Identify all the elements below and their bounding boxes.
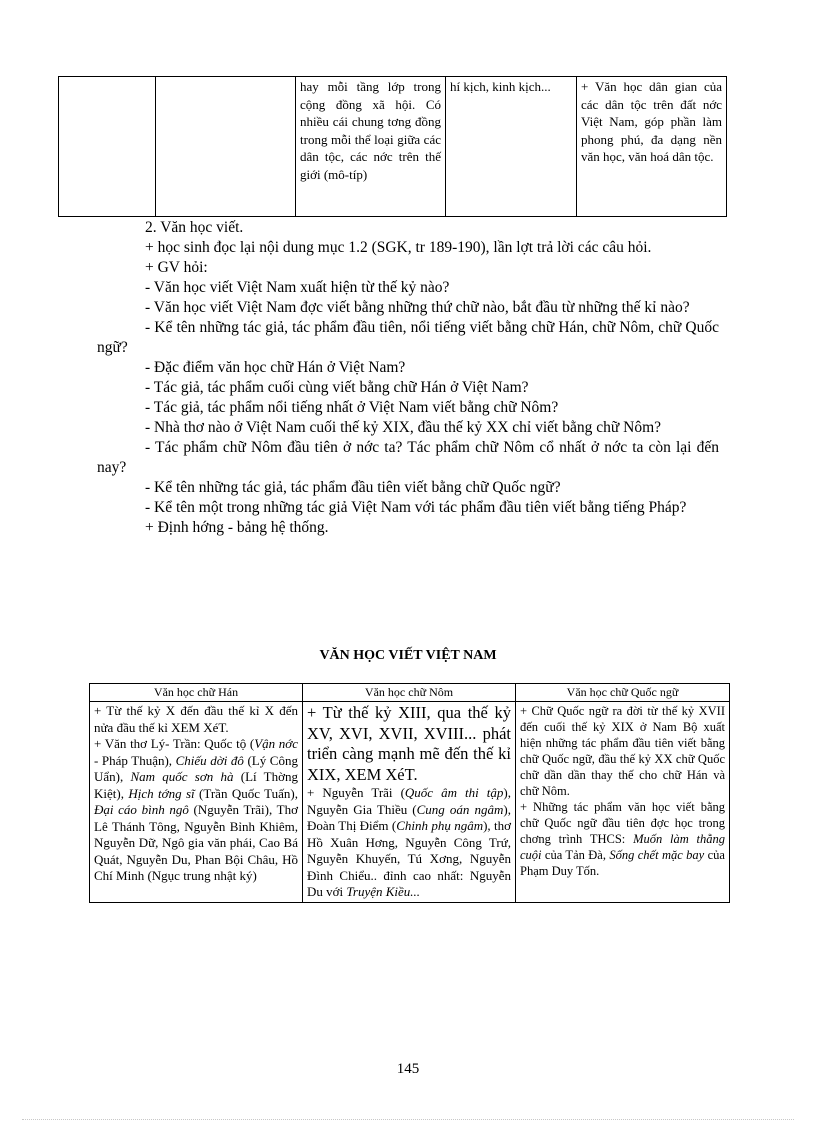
nom-text: ), Nguyễn Gia Thiều ( bbox=[307, 785, 511, 817]
qn-text: + Những tác phẩm văn học viết bằng chữ Quốc ngữ đầu tiên đợc học trong chơng trình THCS: bbox=[520, 800, 725, 846]
nom-works bbox=[307, 785, 511, 901]
han-works bbox=[94, 736, 298, 885]
cell-han-literature bbox=[90, 702, 303, 903]
header-han: Văn học chữ Hán bbox=[90, 684, 303, 702]
han-work-title: Nam quốc sơn hà bbox=[130, 769, 234, 784]
nom-work-title: Chinh phụ ngâm bbox=[396, 818, 484, 833]
question-7: - Nhà thơ nào ở Việt Nam cuối thế kỷ XIX, đầu thế kỷ XX chỉ viết bằng chữ Nôm? bbox=[145, 419, 662, 436]
page-bottom-rule bbox=[22, 1119, 794, 1120]
nom-text: ), thơ Hồ Xuân Hơng, Nguyễn Công Trứ, Nguyễn Khuyến, Tú Xơng, Nguyễn Đình Chiểu.. đỉnh cao nhất: Nguyễn Du với bbox=[307, 818, 511, 899]
han-work-title: Hịch tớng sĩ bbox=[128, 785, 195, 801]
cell-quoc-ngu-literature bbox=[516, 702, 730, 903]
page-number: 145 bbox=[396, 1061, 420, 1077]
han-text: Pháp Thuận), bbox=[101, 752, 176, 768]
question-9: - Kể tên những tác giả, tác phẩm đầu tiên viết bằng chữ Quốc ngữ? bbox=[145, 479, 561, 496]
nom-period: + Từ thế kỷ XIII, qua thế kỷ XV, XVI, XVII, XVIII... phát triển càng mạnh mẽ đến thế kỉ XIX, XEM XéT. bbox=[307, 703, 511, 784]
nom-text: ), Đoàn Thị Điểm ( bbox=[307, 801, 511, 833]
han-text: (Trần Quốc Tuấn), bbox=[194, 785, 298, 801]
nom-text: + Nguyễn Trãi ( bbox=[307, 785, 405, 800]
teacher-asks: + GV hỏi: bbox=[145, 259, 208, 276]
han-period: + Từ thế kỷ X đến đầu thế kỉ X đến nửa đầu thế kỉ XEM XéT. bbox=[94, 703, 298, 735]
continuation-table bbox=[58, 76, 727, 217]
header-nom: Văn học chữ Nôm bbox=[303, 684, 516, 702]
header-quoc-ngu: Văn học chữ Quốc ngữ bbox=[516, 684, 730, 702]
han-text: (Lí Thờng Kiệt), bbox=[94, 769, 298, 801]
table-cell-empty-2 bbox=[156, 77, 296, 217]
table-cell-folk-literature: + Văn học dân gian của các dân tộc trên đất nớc Việt Nam, góp phần làm phong phú, đa dạng nền văn học, văn hoá dân tộc. bbox=[577, 77, 727, 217]
cell-nom-literature bbox=[303, 702, 516, 903]
question-8: - Tác phẩm chữ Nôm đầu tiên ở nớc ta? Tác phẩm chữ Nôm cổ nhất ở nớc ta còn lại đến nay? bbox=[97, 439, 719, 476]
nom-work-title: Cung oán ngâm bbox=[416, 801, 504, 817]
question-10: - Kể tên một trong những tác giả Việt Nam với tác phẩm đầu tiên viết bằng tiếng Pháp? bbox=[145, 499, 687, 516]
nom-work-title: Quốc âm thi tập bbox=[404, 785, 504, 800]
section-title: VĂN HỌC VIẾT VIỆT NAM bbox=[319, 648, 497, 663]
qn-text: của Phạm Duy Tốn. bbox=[520, 848, 725, 878]
han-text: (Nguyễn Trãi), Thơ Lê Thánh Tông, Nguyễn Bỉnh Khiêm, Nguyễn Dữ, Ngô gia văn phái, Cao Bá Quát, Nguyễn Du, Phan Bội Châu, Hồ Chí Minh (Ngục trung nhật ký) bbox=[94, 802, 298, 883]
qn-work-title: Sống chết mặc bay bbox=[609, 848, 705, 862]
table-cell-drama: hí kịch, kinh kịch... bbox=[446, 77, 577, 217]
question-4: - Đặc điểm văn học chữ Hán ở Việt Nam? bbox=[145, 359, 406, 376]
written-literature-table bbox=[89, 683, 730, 903]
question-5: - Tác giả, tác phẩm cuối cùng viết bằng chữ Hán ở Việt Nam? bbox=[145, 379, 529, 396]
instruction-line: + học sinh đọc lại nội dung mục 1.2 (SGK, tr 189-190), lần lợt trả lời các câu hỏi. bbox=[145, 239, 652, 256]
nom-work-title: Truyện Kiều... bbox=[346, 884, 421, 899]
body-text bbox=[97, 218, 719, 538]
han-text: (Lý Công Uẩn), bbox=[94, 752, 298, 784]
question-3: - Kể tên những tác giả, tác phẩm đầu tiên, nổi tiếng viết bằng chữ Hán, chữ Nôm, chữ Quốc ngữ? bbox=[97, 319, 719, 356]
qn-works bbox=[520, 799, 725, 879]
qn-work-title: Muốn làm thằng cuội bbox=[520, 832, 726, 862]
table-header-row bbox=[90, 684, 730, 702]
han-work-title: Vận nớc - bbox=[94, 736, 298, 768]
question-1: - Văn học viết Việt Nam xuất hiện từ thế kỷ nào? bbox=[145, 279, 450, 296]
question-6: - Tác giả, tác phẩm nổi tiếng nhất ở Việt Nam viết bằng chữ Nôm? bbox=[145, 399, 559, 416]
qn-period: + Chữ Quốc ngữ ra đời từ thế kỷ XVII đến cuối thế kỷ XIX ở Nam Bộ xuất hiện những tác phẩm đầu tiên viết bằng chữ Quốc ngữ, đầu thế kỷ XX chữ Quốc chữ dần dần thay thế cho chữ Hán và chữ Nôm. bbox=[520, 704, 725, 798]
table-row bbox=[59, 77, 727, 217]
table-cell-common-motifs: hay mỗi tầng lớp trong cộng đồng xã hội. Có nhiều cái chung tơng đồng trong mỗi thể loại giữa các dân tộc, các nớc trên thế giới (mô-típ) bbox=[296, 77, 446, 217]
subheading-written-literature: 2. Văn học viết. bbox=[145, 219, 244, 236]
han-work-title: Chiếu dời đô bbox=[175, 752, 244, 768]
table-cell-empty-1 bbox=[59, 77, 156, 217]
question-2: - Văn học viết Việt Nam đợc viết bằng những thứ chữ nào, bắt đầu từ những thế kỉ nào? bbox=[145, 299, 690, 316]
qn-text: của Tản Đà, bbox=[541, 848, 610, 862]
han-work-title: Đại cáo bình ngô bbox=[94, 802, 189, 817]
orientation-line: + Định hớng - bảng hệ thống. bbox=[145, 519, 329, 536]
table-row bbox=[90, 702, 730, 903]
han-text: + Văn thơ Lý- Trần: Quốc tộ ( bbox=[94, 736, 255, 751]
